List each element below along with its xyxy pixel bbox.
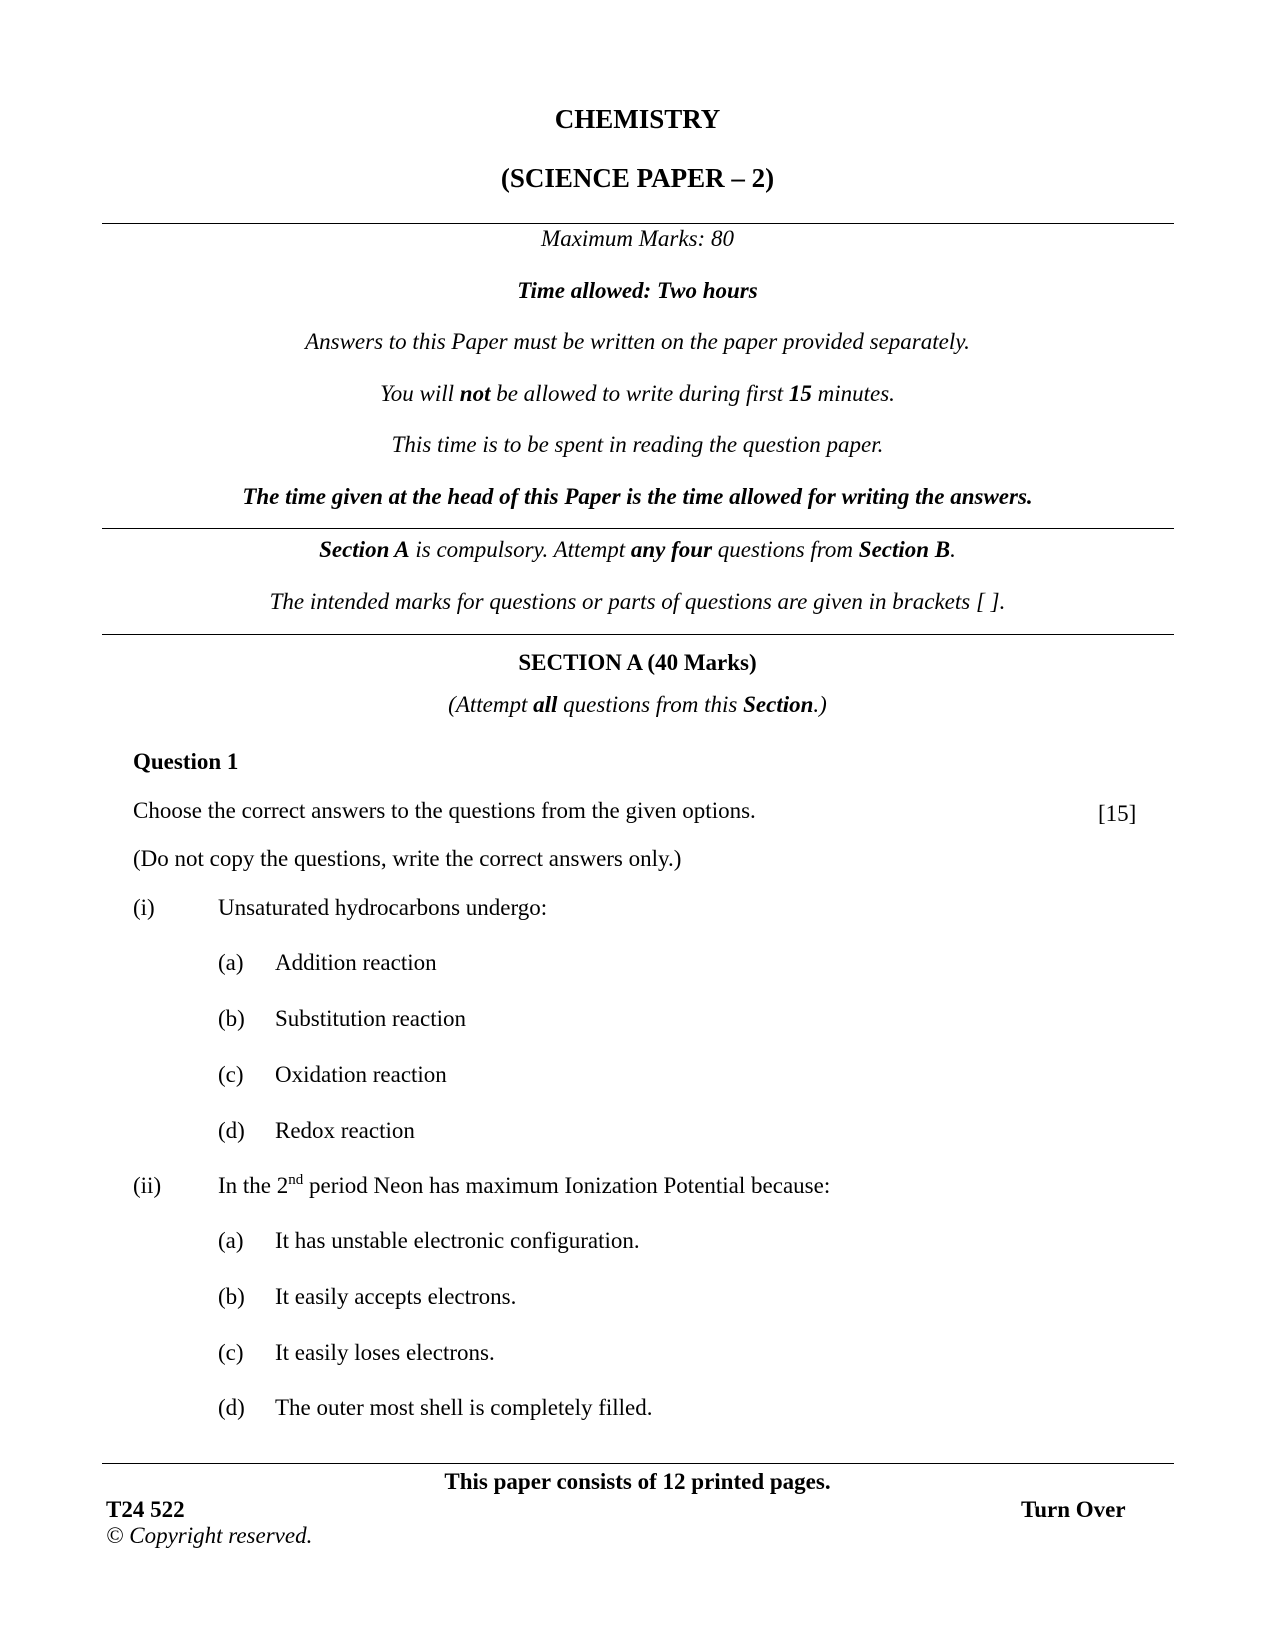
- divider: [102, 528, 1174, 529]
- option-label: (a): [218, 1228, 244, 1253]
- option-text: It has unstable electronic configuration.: [275, 1228, 640, 1253]
- section-heading: SECTION A (40 Marks): [518, 650, 757, 675]
- divider: [102, 634, 1174, 635]
- instruction-line-2: You will not be allowed to write during first 15 minutes.: [380, 381, 895, 406]
- option-text: Substitution reaction: [275, 1006, 467, 1031]
- section-instruction: Section A is compulsory. Attempt any four questions from Section B.: [319, 537, 956, 562]
- subject-title: CHEMISTRY: [554, 104, 721, 134]
- option-label: (c): [218, 1340, 244, 1365]
- subquestion-number: (i): [133, 895, 155, 920]
- option-label: (b): [218, 1284, 245, 1309]
- instruction-line-3: This time is to be spent in reading the question paper.: [391, 432, 884, 457]
- paper-title: (SCIENCE PAPER – 2): [500, 163, 775, 193]
- option-label: (d): [218, 1395, 245, 1420]
- option-label: (a): [218, 950, 244, 975]
- footer-divider: [102, 1463, 1174, 1464]
- divider: [102, 223, 1174, 224]
- max-marks: Maximum Marks: 80: [541, 226, 734, 251]
- time-allowed: Time allowed: Two hours: [517, 278, 758, 303]
- option-text: The outer most shell is completely filled.: [275, 1395, 653, 1420]
- option-text: Addition reaction: [275, 950, 437, 975]
- question-note: (Do not copy the questions, write the correct answers only.): [133, 846, 682, 871]
- option-text: It easily loses electrons.: [275, 1340, 495, 1365]
- question-marks: [15]: [1098, 801, 1137, 826]
- option-label: (c): [218, 1062, 244, 1087]
- option-text: Oxidation reaction: [275, 1062, 447, 1087]
- option-label: (d): [218, 1118, 245, 1143]
- subquestion-number: (ii): [133, 1173, 162, 1198]
- section-note: (Attempt all questions from this Section.): [448, 692, 827, 717]
- question-label: Question 1: [133, 749, 239, 774]
- pages-note: This paper consists of 12 printed pages.: [444, 1469, 831, 1494]
- option-label: (b): [218, 1006, 245, 1031]
- paper-code: T24 522: [106, 1497, 185, 1522]
- subquestion-text: Unsaturated hydrocarbons undergo:: [218, 895, 548, 920]
- turn-over-label: Turn Over: [1021, 1497, 1126, 1522]
- option-text: It easily accepts electrons.: [275, 1284, 517, 1309]
- question-prompt: Choose the correct answers to the questions from the given options.: [133, 798, 756, 823]
- marks-note: The intended marks for questions or parts of questions are given in brackets [ ].: [269, 589, 1006, 614]
- subquestion-text: In the 2nd period Neon has maximum Ionization Potential because:: [218, 1172, 831, 1198]
- instruction-line-4: The time given at the head of this Paper is the time allowed for writing the answers.: [242, 484, 1033, 509]
- instruction-line-1: Answers to this Paper must be written on the paper provided separately.: [305, 329, 970, 354]
- copyright-notice: © Copyright reserved.: [106, 1523, 313, 1548]
- option-text: Redox reaction: [275, 1118, 415, 1143]
